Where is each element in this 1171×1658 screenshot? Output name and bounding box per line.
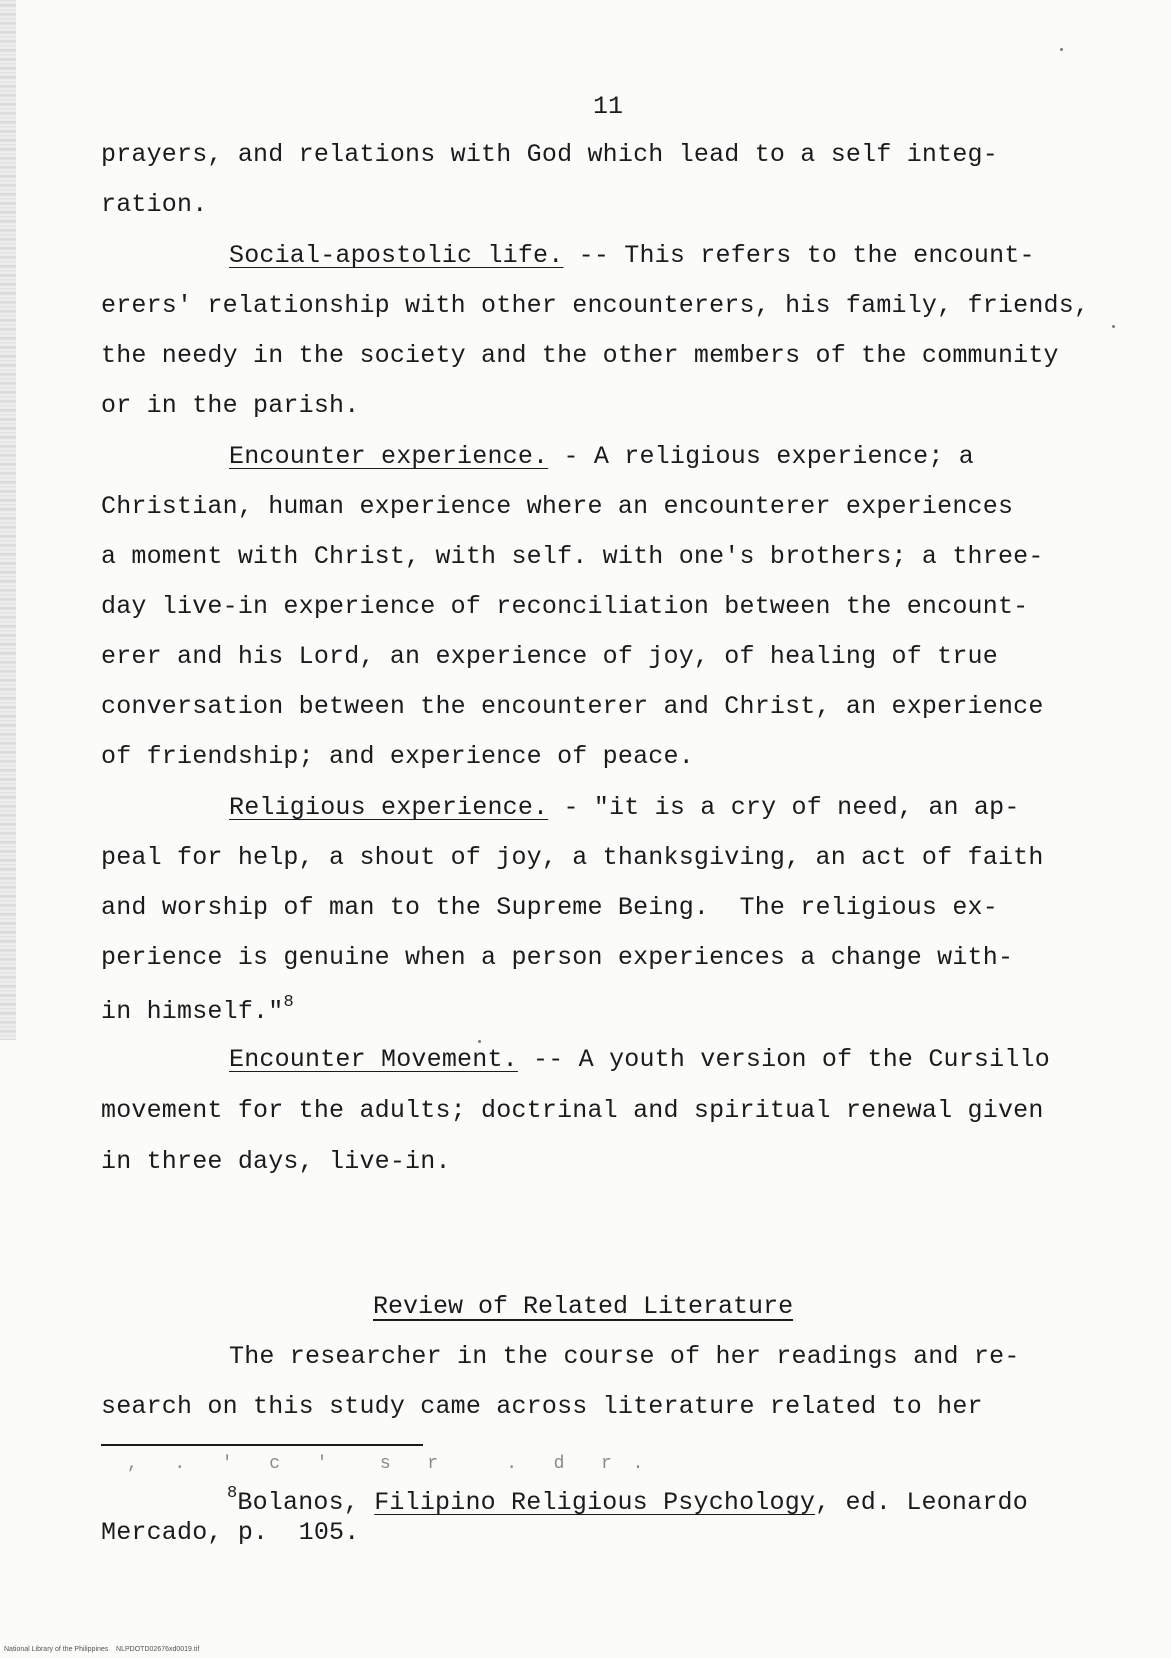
text-line: The researcher in the course of her readings and re- bbox=[229, 1342, 1020, 1371]
footnote-line: Mercado, p. 105. bbox=[101, 1518, 360, 1547]
scan-speck bbox=[478, 1040, 481, 1043]
text-line: in three days, live-in. bbox=[101, 1147, 451, 1176]
footnote-author: Bolanos, bbox=[237, 1488, 375, 1517]
definition-encounter-movement bbox=[229, 1045, 1050, 1074]
text-span: -- This refers to the encount- bbox=[563, 241, 1035, 270]
text-line: ration. bbox=[101, 190, 208, 219]
text-line bbox=[101, 993, 294, 1026]
text-line: and worship of man to the Supreme Being. The religious ex- bbox=[101, 893, 998, 922]
page-number: 11 bbox=[593, 92, 624, 121]
text-line: erers' relationship with other encounterers, his family, friends, bbox=[101, 291, 1090, 320]
text-line: of friendship; and experience of peace. bbox=[101, 742, 694, 771]
scan-edge-shadow bbox=[0, 0, 16, 1040]
scan-speck bbox=[1112, 325, 1115, 328]
footnote-marker: 8 bbox=[227, 1484, 238, 1503]
text-line: conversation between the encounterer and Christ, an experience bbox=[101, 692, 1044, 721]
text-line: prayers, and relations with God which lead to a self integ- bbox=[101, 140, 998, 169]
text-line: search on this study came across literature related to her bbox=[101, 1392, 983, 1421]
footnote-title: Filipino Religious Psychology bbox=[374, 1488, 816, 1517]
definition-religious-experience bbox=[229, 793, 1020, 822]
term-encounter-movement: Encounter Movement. bbox=[229, 1045, 518, 1074]
text-line: erer and his Lord, an experience of joy, of healing of true bbox=[101, 642, 998, 671]
text-span: - "it is a cry of need, an ap- bbox=[548, 793, 1020, 822]
section-heading: Review of Related Literature bbox=[373, 1292, 794, 1321]
text-line: Christian, human experience where an encounterer experiences bbox=[101, 492, 1014, 521]
text-span: -- A youth version of the Cursillo bbox=[517, 1045, 1050, 1074]
footnote-reference: 8 bbox=[283, 993, 294, 1012]
definition-encounter-experience bbox=[229, 442, 974, 471]
text-line: a moment with Christ, with self. with one's brothers; a three- bbox=[101, 542, 1044, 571]
text-span: - A religious experience; a bbox=[548, 442, 974, 471]
footnote-rest: , ed. Leonardo bbox=[815, 1488, 1028, 1517]
text-line: or in the parish. bbox=[101, 391, 360, 420]
text-line: perience is genuine when a person experiences a change with- bbox=[101, 943, 1014, 972]
term-social-apostolic-life: Social-apostolic life. bbox=[229, 241, 564, 270]
footnote-divider bbox=[101, 1444, 423, 1446]
definition-social-apostolic-life bbox=[229, 241, 1035, 270]
text-span: in himself." bbox=[101, 997, 284, 1026]
term-encounter-experience: Encounter experience. bbox=[229, 442, 549, 471]
faint-bleed-through-text: , . ' c ' s r . d r . bbox=[127, 1454, 649, 1474]
term-religious-experience: Religious experience. bbox=[229, 793, 549, 822]
text-line: peal for help, a shout of joy, a thanksgiving, an act of faith bbox=[101, 843, 1044, 872]
text-line: day live-in experience of reconciliation between the encount- bbox=[101, 592, 1029, 621]
text-line: the needy in the society and the other members of the community bbox=[101, 341, 1059, 370]
scan-label: National Library of the Philippines NLPDOTD02676xd0019.tif bbox=[4, 1646, 200, 1653]
scan-speck bbox=[1060, 48, 1063, 51]
footnote bbox=[227, 1484, 1028, 1517]
text-line: movement for the adults; doctrinal and spiritual renewal given bbox=[101, 1096, 1044, 1125]
